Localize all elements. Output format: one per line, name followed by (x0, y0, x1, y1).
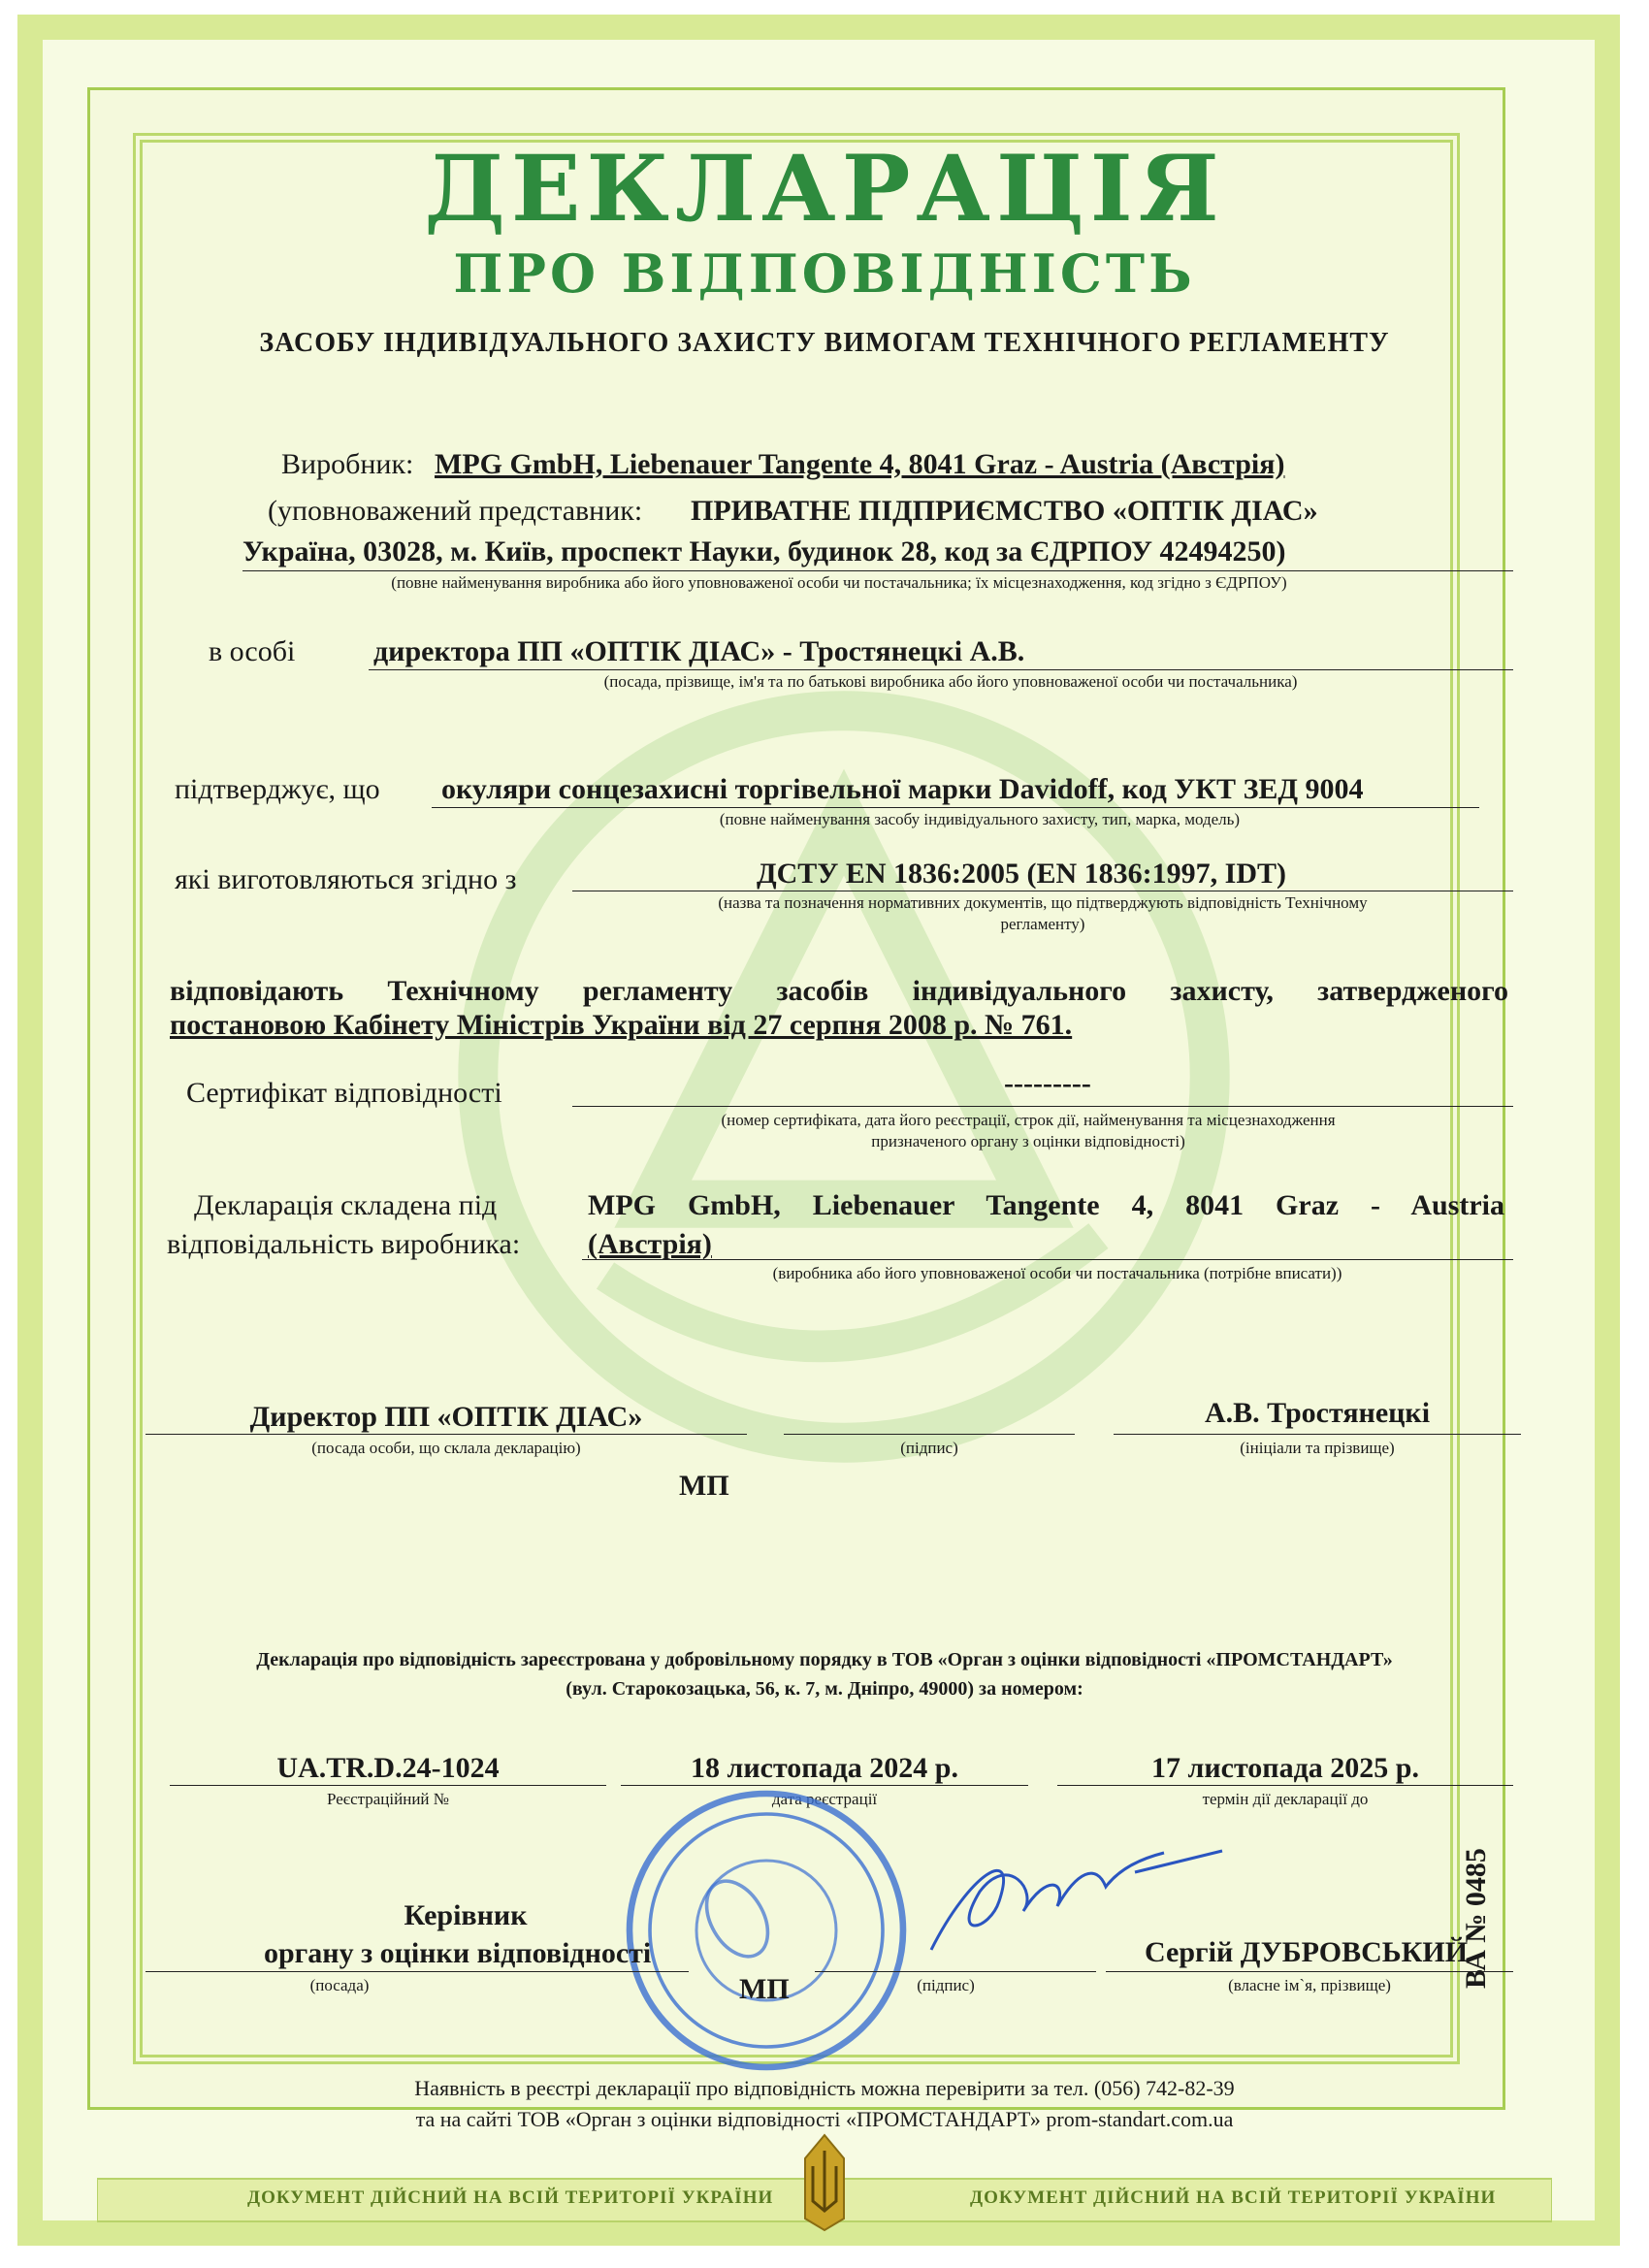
trident-emblem-icon (795, 2129, 854, 2236)
standard-value: ДСТУ EN 1836:2005 (EN 1836:1997, IDT) (757, 858, 1286, 890)
registration-line-2: (вул. Старокозацька, 56, к. 7, м. Дніпро, 49000) за номером: (566, 1678, 1083, 1700)
document-subtitle: ПРО ВІДПОВІДНІСТЬ (453, 243, 1196, 305)
document-heading: ЗАСОБУ ІНДИВІДУАЛЬНОГО ЗАХИСТУ ВИМОГАМ ТЕХНІЧНОГО РЕГЛАМЕНТУ (259, 328, 1390, 358)
representative-value: ПРИВАТНЕ ПІДПРИЄМСТВО «ОПТІК ДІАС» (691, 495, 1318, 527)
certificate-value: --------- (1004, 1067, 1091, 1099)
footer-line-1: Наявність в реєстрі декларації про відповідність можна перевірити за тел. (056) 742-82-39 (414, 2076, 1235, 2100)
field-line (170, 1785, 606, 1786)
responsibility-value-1: MPG GmbH, Liebenauer Tangente 4, 8041 Graz - Austria (588, 1189, 1504, 1221)
registration-line-1: Декларація про відповідність зареєстрована у добровільному порядку в ТОВ «Орган з оцінки відповідності «ПРОМСТАНДАРТ» (256, 1649, 1393, 1670)
signer-name: А.В. Тростянецкі (1204, 1397, 1431, 1429)
representative-label: (уповноважений представник: (268, 495, 643, 527)
responsibility-label-1: Декларація складена під (194, 1189, 498, 1221)
round-seal-icon (621, 1785, 912, 2076)
certificate-hint-1: (номер сертифіката, дата його реєстрації, строк дії, найменування та місцезнаходження (721, 1111, 1336, 1129)
field-line (582, 1259, 1513, 1260)
registration-number: UA.TR.D.24-1024 (276, 1752, 500, 1784)
standard-hint-1: (назва та позначення нормативних документів, що підтверджують відповідність Технічному (718, 893, 1368, 912)
signature-line (784, 1434, 1075, 1435)
certificate-label: Сертифікат відповідності (186, 1077, 502, 1109)
seal-place-1: МП (679, 1470, 729, 1502)
compliance-line-1: відповідають Технічному регламенту засобів індивідуального захисту, затвердженого (170, 975, 1508, 1007)
signature-line (815, 1971, 1096, 1972)
signature-line (146, 1434, 747, 1435)
registration-number-hint: Реєстраційний № (327, 1790, 449, 1808)
official-position-hint: (посада) (309, 1976, 370, 1994)
signature-hint: (підпис) (900, 1439, 958, 1457)
signer-position-hint: (посада особи, що склала декларацію) (311, 1439, 581, 1457)
serial-number: ВА № 0485 (1460, 1848, 1492, 1989)
signature-line (1106, 1971, 1513, 1972)
signer-name-hint: (ініціали та прізвище) (1240, 1439, 1395, 1457)
manufacturer-label: Виробник: (281, 448, 414, 480)
validity-date-hint: термін дії декларації до (1202, 1790, 1369, 1808)
person-hint: (посада, прізвище, ім'я та по батькові виробника або його уповноваженої особи чи постачальника) (603, 672, 1298, 691)
field-line (432, 807, 1479, 808)
responsibility-label-2: відповідальність виробника: (167, 1228, 521, 1260)
signature-line (146, 1971, 689, 1972)
manufacturer-value: MPG GmbH, Liebenauer Tangente 4, 8041 Graz - Austria (Австрія) (435, 448, 1285, 480)
responsibility-hint: (виробника або його уповноваженої особи чи постачальника (потрібне вписати)) (772, 1264, 1342, 1282)
registration-date: 18 листопада 2024 р. (691, 1752, 958, 1784)
official-position-1: Керівник (404, 1899, 528, 1931)
product-value: окуляри сонцезахисні торгівельної марки Davidoff, код УКТ ЗЕД 9004 (441, 773, 1364, 805)
person-value: директора ПП «ОПТІК ДІАС» - Тростянецкі А.В. (373, 635, 1025, 667)
ribbon-text-left: ДОКУМЕНТ ДІЙСНИЙ НА ВСІЙ ТЕРИТОРІЇ УКРАЇНИ (247, 2187, 774, 2208)
document-title: ДЕКЛАРАЦІЯ (424, 136, 1225, 243)
certificate-hint-2: призначеного органу з оцінки відповідності) (871, 1132, 1185, 1150)
validity-date: 17 листопада 2025 р. (1151, 1752, 1419, 1784)
ribbon-text-right: ДОКУМЕНТ ДІЙСНИЙ НА ВСІЙ ТЕРИТОРІЇ УКРАЇНИ (970, 2187, 1497, 2208)
registration-date-hint: дата реєстрації (771, 1790, 878, 1808)
compliance-line-2: постановою Кабінету Міністрів України від 27 серпня 2008 р. № 761. (170, 1009, 1073, 1041)
signer-position: Директор ПП «ОПТІК ДІАС» (249, 1401, 643, 1433)
field-line (369, 669, 1513, 670)
person-label: в особі (209, 635, 296, 667)
standard-hint-2: регламенту) (1000, 915, 1085, 933)
product-label: підтверджує, що (175, 773, 380, 805)
representative-address: Україна, 03028, м. Київ, проспект Науки, будинок 28, код за ЄДРПОУ 42494250) (242, 535, 1286, 567)
official-signature-hint: (підпис) (917, 1976, 975, 1994)
seal-place-2: МП (739, 1973, 790, 2005)
signature-line (1114, 1434, 1521, 1435)
field-line (572, 1106, 1513, 1107)
field-line (242, 570, 1513, 571)
standard-label: які виготовляються згідно з (175, 863, 517, 895)
footer-line-2: та на сайті ТОВ «Орган з оцінки відповідності «ПРОМСТАНДАРТ» prom-standart.com.ua (415, 2107, 1234, 2131)
manufacturer-hint: (повне найменування виробника або його уповноваженої особи чи постачальника; їх місцезнаходження, код згідно з ЄДРПОУ) (391, 573, 1287, 592)
official-position-2: органу з оцінки відповідності (264, 1937, 652, 1969)
official-name: Сергій ДУБРОВСЬКИЙ (1145, 1936, 1469, 1968)
field-line (1057, 1785, 1513, 1786)
product-hint: (повне найменування засобу індивідуального захисту, тип, марка, модель) (719, 810, 1241, 828)
official-name-hint: (власне ім`я, прізвище) (1228, 1976, 1391, 1994)
responsibility-value-2: (Австрія) (588, 1228, 712, 1260)
